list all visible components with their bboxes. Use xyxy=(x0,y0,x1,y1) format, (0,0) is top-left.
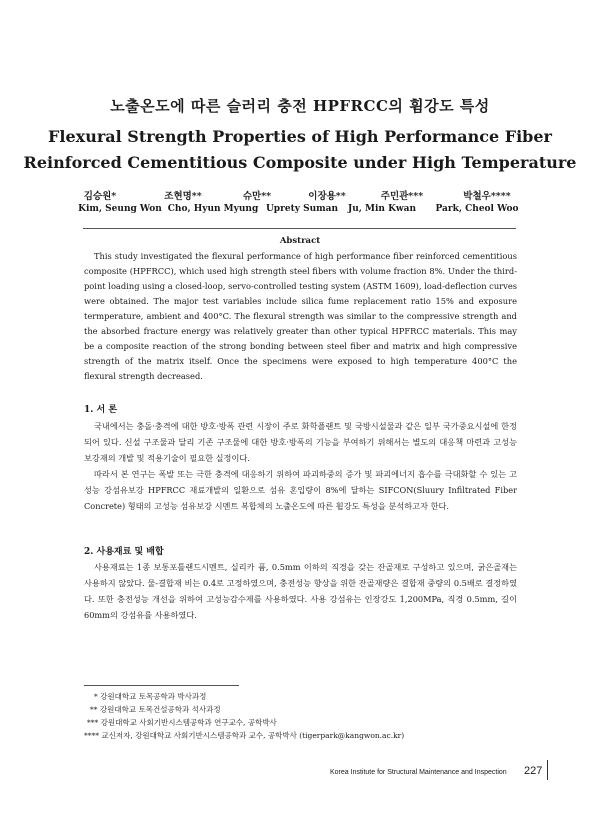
title-en-line-2: Reinforced Cementitious Composite under High Temperature xyxy=(23,153,577,172)
paper-title-korean: 노출온도에 따른 슬러리 충전 HPFRCC의 휨강도 특성 xyxy=(110,97,490,115)
author-en-2: Cho, Hyun Myung xyxy=(167,204,259,214)
author-list xyxy=(80,188,520,220)
footnote-divider xyxy=(84,685,239,686)
author-en-4: Ju, Min Kwan xyxy=(347,204,417,214)
abstract-heading: Abstract xyxy=(279,236,321,246)
header-divider xyxy=(83,228,516,229)
author-ko-5: 주민관*** xyxy=(380,191,424,202)
author-names-korean xyxy=(80,188,520,204)
title-en-line-1: Flexural Strength Properties of High Performance Fiber xyxy=(48,127,552,146)
section-2-paragraph-1: 사용재료는 1종 보통포틀랜드시멘트, 실리카 퓸, 0.5mm 이하의 직경을 갖는 잔골재로 구성하고 있으며, 굵은골재는 사용하지 않았다. 물-결합재 비는 0.4로 고정하였으며, 충전성능 향상을 위한 잔골재량은 결합재 중량의 0.5배로 결정하였다. 또한 충전성능 개선을 위하여 고성능감수제를 사용하였다. 사용 강섬유는 인장강도 1,200MPa, 직경 0.5mm, 길이 60mm의 강섬유를 사용하였다. xyxy=(84,562,517,620)
abstract-text: This study investigated the flexural performance of high performance fiber reinforced cementitious composite (HPFRCC), which used high strength steel fibers with volume fraction 8%. Under the third-point loading using a closed-loop, servo-controlled testing system (ASTM 1609), load-deflection curves were obtained. The major test variables include silica fume replacement ratio 15% and exposure termperature, ambient and 400°C. The flexural strength was similar to the compressive strength and the absorbed fracture energy was relatively greater than other typical HPFRCC materials. This may be a composite reaction of the strong bonding between steel fiber and matrix and high compressive strength of the matrix itself. Once the specimens were exposed to high temperature 400°C the flexural strength decreased. xyxy=(84,251,517,381)
section-1-paragraph-1: 국내에서는 충돌·충격에 대한 방호·방폭 관련 시장이 주로 화학플랜트 및 국방시설물과 같은 일부 국가중요시설에 한정되어 있다. 신설 구조물과 달리 기존 구조물에 대한 방호·방폭의 기능을 부여하기 위해서는 별도의 대응책 마련과 고성능 보강재의 개발 및 적용기술이 필요한 실정이다. xyxy=(84,421,517,463)
section-2-heading: 2. 사용재료 및 배합 xyxy=(84,547,164,557)
author-ko-3: 슈만** xyxy=(242,191,272,202)
author-en-1: Kim, Seung Won xyxy=(78,204,162,214)
author-ko-4: 이장용** xyxy=(308,191,346,202)
paper-title-english xyxy=(0,124,600,176)
journal-footer: Korea Institute for Structural Maintenance and Inspection xyxy=(330,769,507,776)
author-en-5: Park, Cheol Woo xyxy=(435,204,519,214)
footnotes xyxy=(84,690,404,742)
page-number: 227 xyxy=(524,765,543,777)
section-1-heading: 1. 서 론 xyxy=(84,405,118,415)
author-ko-6: 박철우**** xyxy=(463,191,511,202)
footnote-4: **** 교신저자, 강원대학교 사회기반시스템공학과 교수, 공학박사 (tigerpark@kangwon.ac.kr) xyxy=(84,731,405,740)
footnote-2: ** 강원대학교 토목건설공학과 석사과정 xyxy=(90,705,221,714)
author-en-3: Uprety Suman xyxy=(265,204,339,214)
section-1-body xyxy=(84,418,517,514)
page-number-bar xyxy=(547,760,548,780)
author-ko-2: 조현명** xyxy=(164,191,202,202)
footnote-3: *** 강원대학교 사회기반시스템공학과 연구교수, 공학박사 xyxy=(87,718,277,727)
author-names-english xyxy=(80,204,520,220)
author-ko-1: 김승원* xyxy=(83,191,117,202)
section-1-paragraph-2: 따라서 본 연구는 폭발 또는 극한 충격에 대응하기 위하여 파괴하중의 증가 및 파괴에너지 흡수를 극대화할 수 있는 고성능 강섬유보강 HPFRCC 재료개발의 일환으로 섬유 혼입량이 8%에 달하는 SIFCON(Sluury Infiltrated Fiber Concrete) 형태의 고성능 섬유보강 시멘트 복합체의 노출온도에 따른 휨강도 특성을 분석하고자 한다. xyxy=(84,469,517,511)
footnote-1: * 강원대학교 토목공학과 박사과정 xyxy=(94,692,207,701)
